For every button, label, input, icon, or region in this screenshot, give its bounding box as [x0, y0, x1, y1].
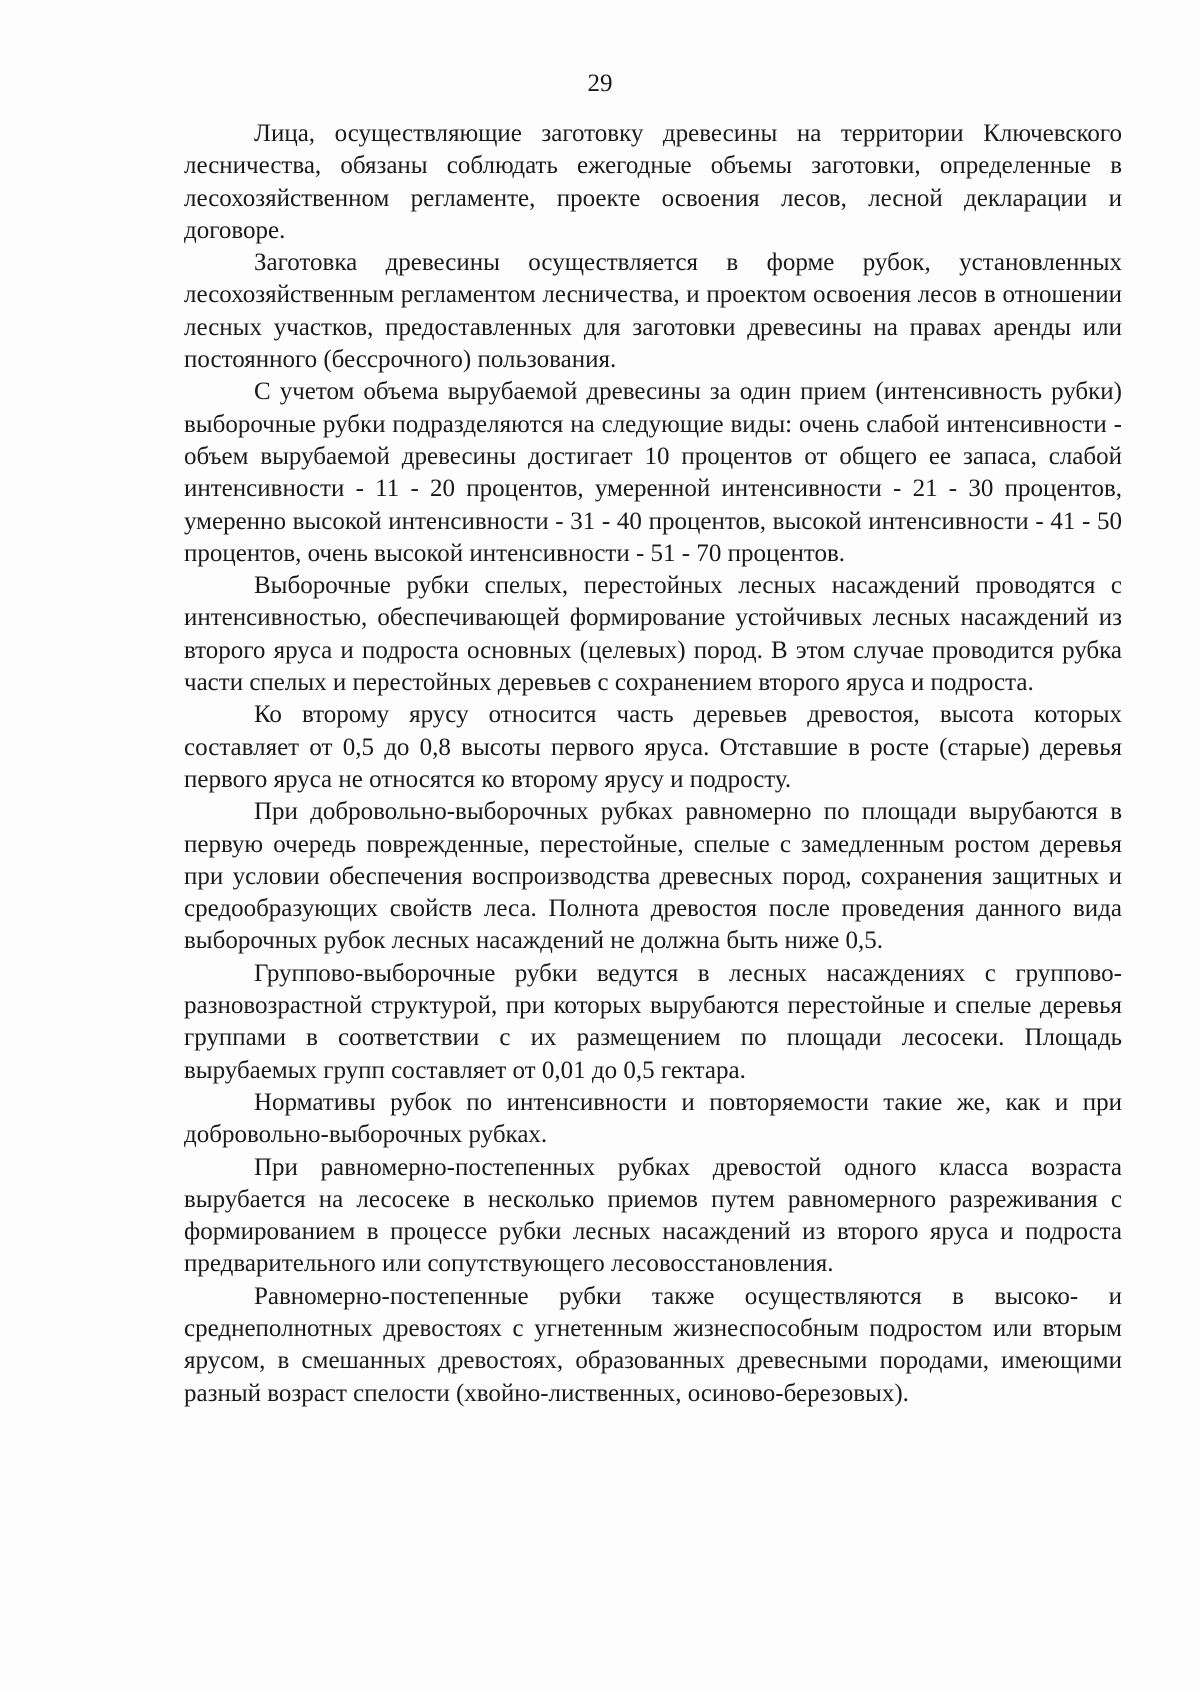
paragraph: Выборочные рубки спелых, перестойных лесных насаждений проводятся с интенсивностью, обеспечивающей формирование устойчивых лесных насаждений из второго яруса и подроста основных (целевых) пород. В этом случае проводится рубка части спелых и перестойных деревьев с сохранением второго яруса и подроста. — [184, 572, 1122, 697]
paragraph: Группово-выборочные рубки ведутся в лесных насаждениях с группово-разновозрастной структурой, при которых вырубаются перестойные и спелые деревья группами в соответствии с их размещением по площади лесосеки. Площадь вырубаемых групп составляет от 0,01 до 0,5 гектара. — [184, 959, 1122, 1084]
page-number: 29 — [587, 70, 613, 97]
paragraph: При равномерно-постепенных рубках древостой одного класса возраста вырубается на лесосеке в несколько приемов путем равномерного разреживания с формированием в процессе рубки лесных насаждений из второго яруса и подроста предварительного или сопутствующего лесовосстановления. — [184, 1153, 1122, 1278]
paragraph: При добровольно-выборочных рубках равномерно по площади вырубаются в первую очередь поврежденные, перестойные, спелые с замедленным ростом деревья при условии обеспечения воспроизводства древесных пород, сохранения защитных и средообразующих свойств леса. Полнота древостоя после проведения данного вида выборочных рубок лесных насаждений не должна быть ниже 0,5. — [184, 798, 1122, 955]
paragraph: Равномерно-постепенные рубки также осуществляются в высоко- и среднеполнотных древостоях с угнетенным жизнеспособным подростом или вторым ярусом, в смешанных древостоях, образованных древесными породами, имеющими разный возраст спелости (хвойно-лиственных, осиново-березовых). — [184, 1282, 1122, 1407]
paragraph: Лица, осуществляющие заготовку древесины на территории Ключевского лесничества, обязаны соблюдать ежегодные объемы заготовки, определенные в лесохозяйственном регламенте, проекте освоения лесов, лесной декларации и договоре. — [184, 120, 1122, 244]
document-body — [184, 118, 1122, 1410]
paragraph: Ко второму ярусу относится часть деревьев древостоя, высота которых составляет от 0,5 до 0,8 высоты первого яруса. Отставшие в росте (старые) деревья первого яруса не относятся ко второму ярусу и подросту. — [184, 701, 1122, 793]
paragraph: С учетом объема вырубаемой древесины за один прием (интенсивность рубки) выборочные рубки подразделяются на следующие виды: очень слабой интенсивности - объем вырубаемой древесины достигает 10 процентов от общего ее запаса, слабой интенсивности - 11 - 20 процентов, умеренной интенсивности - 21 - 30 процентов, умеренно высокой интенсивности - 31 - 40 процентов, высокой интенсивности - 41 - 50 процентов, очень высокой интенсивности - 51 - 70 процентов. — [184, 378, 1122, 567]
paragraph: Заготовка древесины осуществляется в форме рубок, установленных лесохозяйственным регламентом лесничества, и проектом освоения лесов в отношении лесных участков, предоставленных для заготовки древесины на правах аренды или постоянного (бессрочного) пользования. — [184, 249, 1122, 374]
paragraph: Нормативы рубок по интенсивности и повторяемости такие же, как и при добровольно-выборочных рубках. — [184, 1088, 1122, 1149]
